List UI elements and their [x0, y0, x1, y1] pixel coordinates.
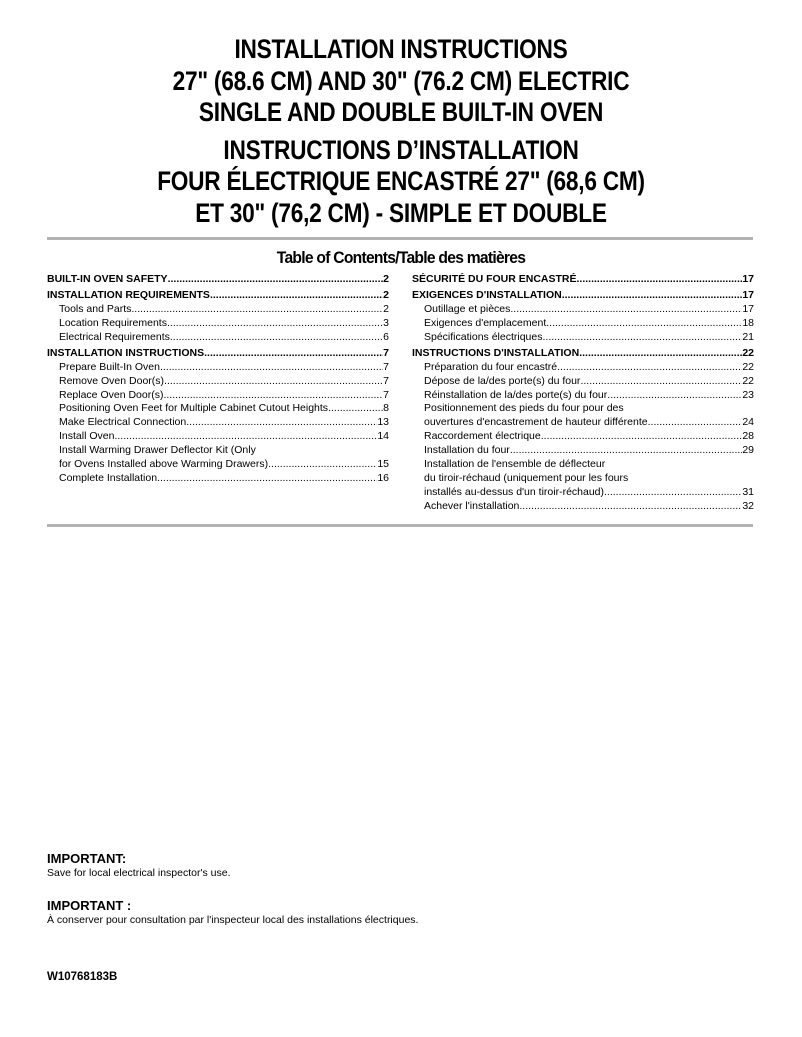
- dot-leader: [541, 430, 743, 444]
- toc-entry-label: Spécifications électriques: [424, 330, 543, 343]
- toc-entry-label: EXIGENCES D'INSTALLATION: [412, 289, 562, 301]
- title-fr-line-2: FOUR ÉLECTRIQUE ENCASTRÉ 27" (68,6 CM): [157, 166, 645, 196]
- toc-entry[interactable]: [47, 331, 389, 345]
- dot-leader: [210, 288, 383, 303]
- dot-leader: [170, 331, 383, 345]
- toc-entry[interactable]: [412, 500, 754, 514]
- toc-column-french: [412, 271, 754, 514]
- toc-entry-page: 8: [383, 402, 389, 415]
- toc-entry-label: Positioning Oven Feet for Multiple Cabinet Cutout Heights: [59, 402, 329, 415]
- toc-entry[interactable]: [47, 375, 389, 389]
- title-en-line-2: 27" (68.6 CM) AND 30" (76.2 CM) ELECTRIC: [172, 65, 630, 96]
- toc-entry-label: Réinstallation de la/des porte(s) du four: [424, 388, 608, 401]
- toc-entry[interactable]: [412, 303, 754, 317]
- toc-entry[interactable]: [412, 317, 754, 331]
- toc-entry-line[interactable]: [412, 458, 754, 472]
- dot-leader: [557, 361, 742, 375]
- toc-entry-line[interactable]: [412, 472, 754, 486]
- toc-entry-label: Location Requirements: [59, 316, 167, 329]
- important-text: À conserver pour consultation par l'inspecteur local des installations électriques.: [47, 914, 419, 926]
- dot-leader: [519, 500, 742, 514]
- toc-entry[interactable]: [47, 303, 389, 317]
- toc-entry[interactable]: [412, 389, 754, 403]
- toc-entry-page: 17: [742, 303, 754, 315]
- toc-entry-page: 2: [383, 289, 389, 301]
- toc-entry-label: Tools and Parts: [59, 303, 132, 315]
- toc-entry-label: Exigences d'emplacement: [424, 316, 547, 329]
- toc-entry-label: Dépose de la/des porte(s) du four: [424, 374, 581, 387]
- toc-entry-page: 3: [383, 316, 389, 329]
- toc-entry[interactable]: [412, 444, 754, 458]
- toc-entry-page: 2: [383, 273, 389, 285]
- toc-entry-page: 32: [742, 499, 754, 512]
- toc-entry-label: Complete Installation: [59, 471, 158, 484]
- toc-entry-line[interactable]: [412, 402, 754, 416]
- dot-leader: [510, 303, 742, 317]
- title-en-line-1: INSTALLATION INSTRUCTIONS: [234, 34, 568, 64]
- dot-leader: [268, 458, 377, 472]
- toc-entry[interactable]: [47, 472, 389, 486]
- toc-entry-page: 7: [383, 360, 389, 373]
- toc-entry[interactable]: [47, 346, 389, 361]
- toc-entry[interactable]: [47, 416, 389, 430]
- toc-entry-label: du tiroir-réchaud (uniquement pour les fours: [424, 471, 629, 484]
- dot-leader: [546, 317, 742, 331]
- toc-entry[interactable]: [47, 430, 389, 444]
- toc-entry-label: Electrical Requirements: [59, 330, 170, 343]
- dot-leader: [204, 346, 383, 361]
- dot-leader: [131, 303, 383, 317]
- toc-entry[interactable]: [47, 272, 389, 287]
- toc-entry[interactable]: [412, 375, 754, 389]
- dot-leader: [510, 444, 743, 458]
- toc-entry-page: 7: [383, 346, 389, 359]
- toc-entry-label: Préparation du four encastré: [424, 360, 558, 373]
- toc-entry-page: 7: [383, 374, 389, 387]
- toc-entry-page: 28: [742, 430, 754, 443]
- toc-entry-label: Installation de l'ensemble de déflecteur: [424, 458, 606, 471]
- toc-entry-label: Prepare Built-In Oven: [59, 360, 160, 373]
- toc-entry-page: 22: [742, 346, 754, 359]
- toc-entry-label: ouvertures d'encastrement de hauteur différente: [424, 416, 648, 429]
- dot-leader: [186, 416, 377, 430]
- toc-entry-label: installés au-dessus d'un tiroir-réchaud): [424, 485, 605, 498]
- toc-entry[interactable]: [412, 486, 754, 500]
- toc-entry-label: Replace Oven Door(s): [59, 388, 164, 401]
- important-heading: IMPORTANT :: [47, 898, 132, 913]
- toc-entry[interactable]: [47, 389, 389, 403]
- toc-entry[interactable]: [47, 402, 389, 416]
- dot-leader: [167, 317, 383, 331]
- toc-entry-page: 21: [742, 330, 754, 343]
- toc-entry[interactable]: [412, 416, 754, 430]
- dot-leader: [577, 272, 743, 287]
- toc-entry-page: 7: [383, 388, 389, 401]
- dot-leader: [163, 389, 383, 403]
- divider-bottom: [47, 524, 753, 527]
- toc-entry-label: Make Electrical Connection: [59, 416, 187, 429]
- toc-entry-page: 29: [742, 444, 754, 457]
- toc-entry-label: Install Oven: [59, 430, 115, 443]
- dot-leader: [580, 375, 742, 389]
- toc-entry-label: INSTRUCTIONS D'INSTALLATION: [412, 346, 580, 359]
- toc-entry-label: INSTALLATION REQUIREMENTS: [47, 289, 210, 301]
- dot-leader: [579, 346, 742, 361]
- toc-entry-page: 16: [377, 471, 389, 484]
- dot-leader: [607, 389, 742, 403]
- dot-leader: [164, 375, 383, 389]
- toc-entry-label: Positionnement des pieds du four pour des: [424, 402, 624, 415]
- toc-entry-label: Raccordement électrique: [424, 430, 541, 443]
- important-note-fr: [47, 898, 418, 926]
- title-en-line-3: SINGLE AND DOUBLE BUILT-IN OVEN: [198, 97, 604, 127]
- toc-entry-page: 17: [742, 289, 754, 301]
- toc-entry[interactable]: [47, 361, 389, 375]
- dot-leader: [328, 402, 383, 416]
- toc-entry-label: Outillage et pièces: [424, 303, 511, 315]
- dot-leader: [562, 288, 743, 303]
- toc-entry[interactable]: [47, 458, 389, 472]
- toc-entry-label: Achever l'installation: [424, 499, 520, 512]
- toc-entry-label: BUILT-IN OVEN SAFETY: [47, 273, 168, 285]
- toc-entry-label: Install Warming Drawer Deflector Kit (Only: [59, 444, 256, 457]
- dot-leader: [604, 486, 742, 500]
- toc-entry[interactable]: [412, 331, 754, 345]
- toc-entry-page: 15: [377, 458, 389, 471]
- toc-entry-page: 24: [742, 416, 754, 429]
- dot-leader: [542, 331, 742, 345]
- toc-heading: Table of Contents/Table des matières: [276, 248, 526, 267]
- toc-entry-line[interactable]: [47, 444, 389, 458]
- important-note-en: [47, 851, 231, 879]
- toc-entry-page: 31: [742, 485, 754, 498]
- toc-entry-label: Installation du four: [424, 444, 510, 457]
- toc-entry-page: 17: [742, 273, 754, 285]
- toc-entry-page: 22: [742, 374, 754, 387]
- toc-entry-label: INSTALLATION INSTRUCTIONS: [47, 346, 205, 359]
- toc-entry[interactable]: [47, 288, 389, 303]
- toc-entry[interactable]: [412, 272, 754, 287]
- dot-leader: [160, 361, 383, 375]
- toc-entry[interactable]: [47, 317, 389, 331]
- toc-entry-label: Remove Oven Door(s): [59, 374, 165, 387]
- toc-entry[interactable]: [412, 346, 754, 361]
- toc-entry-page: 14: [377, 430, 389, 443]
- divider-top: [47, 237, 753, 240]
- toc-entry[interactable]: [412, 361, 754, 375]
- toc-entry-page: 2: [383, 303, 389, 315]
- important-text: Save for local electrical inspector's use.: [47, 867, 231, 879]
- toc-entry-page: 22: [742, 360, 754, 373]
- toc-entry[interactable]: [412, 288, 754, 303]
- title-fr-line-1: INSTRUCTIONS D’INSTALLATION: [223, 134, 579, 165]
- toc-entry-page: 18: [742, 316, 754, 329]
- toc-column-english: [47, 271, 389, 486]
- important-heading: IMPORTANT:: [47, 851, 127, 866]
- toc-entry-page: 6: [383, 330, 389, 343]
- title-fr-line-3: ET 30" (76,2 CM) - SIMPLE ET DOUBLE: [195, 197, 607, 228]
- toc-entry-label: SÉCURITÉ DU FOUR ENCASTRÉ: [412, 273, 577, 285]
- toc-entry-label: for Ovens Installed above Warming Drawers): [59, 458, 269, 471]
- dot-leader: [168, 272, 384, 287]
- toc-entry-page: 23: [742, 388, 754, 401]
- document-number: W10768183B: [47, 971, 118, 983]
- document-title: [0, 34, 802, 229]
- toc-entry[interactable]: [412, 430, 754, 444]
- dot-leader: [157, 472, 377, 486]
- dot-leader: [648, 416, 743, 430]
- toc-entry-page: 13: [377, 416, 389, 429]
- dot-leader: [114, 430, 377, 444]
